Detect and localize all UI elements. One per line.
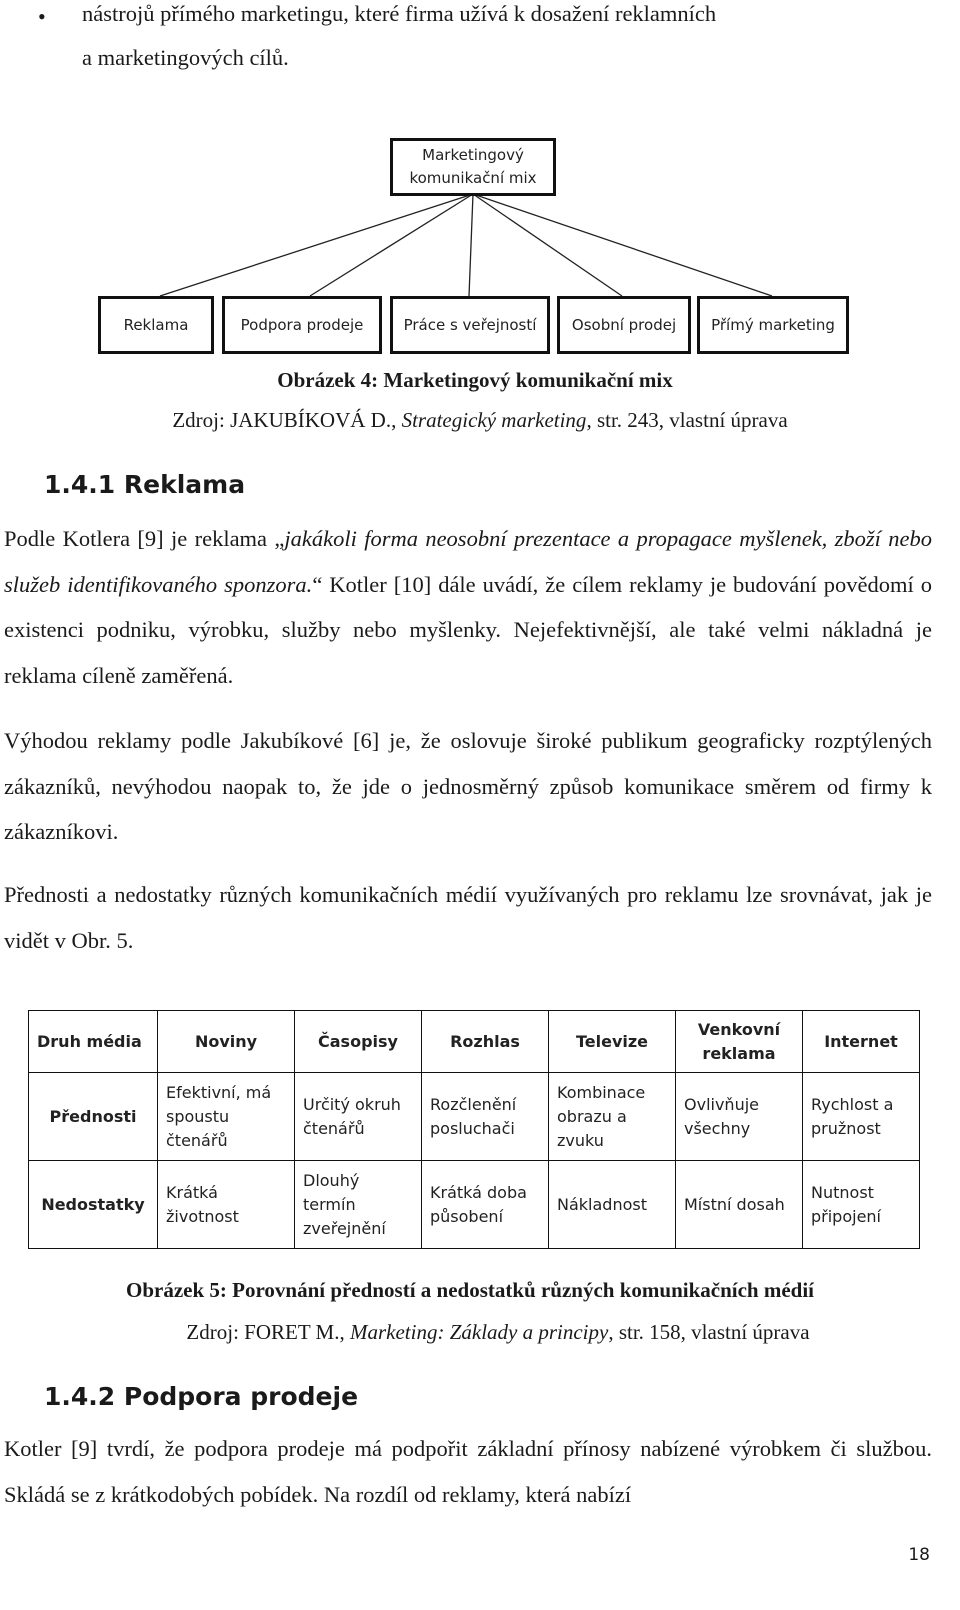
table-cell: Krátká životnost	[158, 1161, 295, 1249]
connector-primy	[473, 194, 772, 296]
table-cell: Nákladnost	[549, 1161, 676, 1249]
table-row-label: Přednosti	[29, 1073, 158, 1161]
table-header-cell: Noviny	[158, 1011, 295, 1073]
table-row-label: Nedostatky	[29, 1161, 158, 1249]
table-header-cell: Rozhlas	[422, 1011, 549, 1073]
table-cell: Dlouhý termín zveřejnění	[295, 1161, 422, 1249]
bullet-line-1: nástrojů přímého marketingu, které firma užívá k dosažení reklamních	[82, 1, 717, 26]
table-header-cell: Druh média	[29, 1011, 158, 1073]
diagram-box-reklama: Reklama	[98, 296, 214, 354]
media-comparison-table	[28, 1010, 920, 1249]
table-header-cell: Časopisy	[295, 1011, 422, 1073]
table-header-row	[29, 1011, 920, 1073]
figure4-caption: Obrázek 4: Marketingový komunikační mix	[277, 368, 673, 392]
diagram-box-prace-s-verejnosti: Práce s veřejností	[390, 296, 550, 354]
paragraph-podpora-prodeje: Kotler [9] tvrdí, že podpora prodeje má podpořit základní přínosy nabízené výrobkem či službou. Skládá se z krátkodobých pobídek. Na rozdíl od reklamy, která nabízí	[4, 1436, 932, 1507]
table-row	[29, 1073, 920, 1161]
table-header-cell: Internet	[803, 1011, 920, 1073]
figure5-caption: Obrázek 5: Porovnání předností a nedostatků různých komunikačních médií	[125, 1278, 815, 1302]
table-cell: Nutnost připojení	[803, 1161, 920, 1249]
bullet-line-2: a marketingových cílů.	[82, 45, 289, 70]
bullet-dot: •	[38, 4, 46, 29]
table-cell: Efektivní, má spoustu čtenářů	[158, 1073, 295, 1161]
diagram-box-osobni-prodej: Osobní prodej	[557, 296, 691, 354]
paragraph-jakubikova: Výhodou reklamy podle Jakubíkové [6] je, že oslovuje široké publikum geograficky rozptýlených zákazníků, nevýhodou naopak to, že jde o jednosměrný způsob komunikace směrem od firmy k zákazníkovi.	[4, 728, 932, 844]
diagram-box-podpora-prodeje: Podpora prodeje	[222, 296, 382, 354]
table-cell: Ovlivňuje všechny	[676, 1073, 803, 1161]
paragraph-comparison: Přednosti a nedostatky různých komunikačních médií využívaných pro reklamu lze srovnávat, jak je vidět v Obr. 5.	[4, 882, 932, 953]
table-cell: Místní dosah	[676, 1161, 803, 1249]
figure5-source: Zdroj: FORET M., Marketing: Základy a principy, str. 158, vlastní úprava	[186, 1320, 810, 1344]
section-heading-reklama: 1.4.1 Reklama	[44, 470, 246, 499]
table-row	[29, 1161, 920, 1249]
table-cell: Rychlost a pružnost	[803, 1073, 920, 1161]
diagram-box-primy-marketing: Přímý marketing	[697, 296, 849, 354]
section-heading-podpora-prodeje: 1.4.2 Podpora prodeje	[44, 1382, 359, 1411]
table-cell: Určitý okruh čtenářů	[295, 1073, 422, 1161]
table-cell: Kombinace obrazu a zvuku	[549, 1073, 676, 1161]
table-cell: Krátká doba působení	[422, 1161, 549, 1249]
connector-prace	[469, 194, 473, 296]
table-cell: Rozčlenění posluchači	[422, 1073, 549, 1161]
paragraph-kotler-definition: Podle Kotlera [9] je reklama „jakákoli forma neosobní prezentace a propagace myšlenek, zboží nebo služeb identifikovaného sponzora.“ Kotler [10] dále uvádí, že cílem reklamy je budování povědomí o existenci podniku, výrobku, služby nebo myšlenky. Nejefektivnější, ale také velmi nákladná je reklama cíleně zaměřená.	[4, 526, 933, 688]
table-header-cell: Televize	[549, 1011, 676, 1073]
figure4-source: Zdroj: JAKUBÍKOVÁ D., Strategický marketing, str. 243, vlastní úprava	[172, 408, 788, 432]
table-header-cell: Venkovní reklama	[676, 1011, 803, 1073]
connector-osobni	[473, 194, 622, 296]
diagram-root-box: Marketingový komunikační mix	[390, 138, 556, 196]
connector-podpora	[310, 194, 473, 296]
connector-reklama	[160, 194, 473, 296]
page-number: 18	[908, 1545, 930, 1565]
